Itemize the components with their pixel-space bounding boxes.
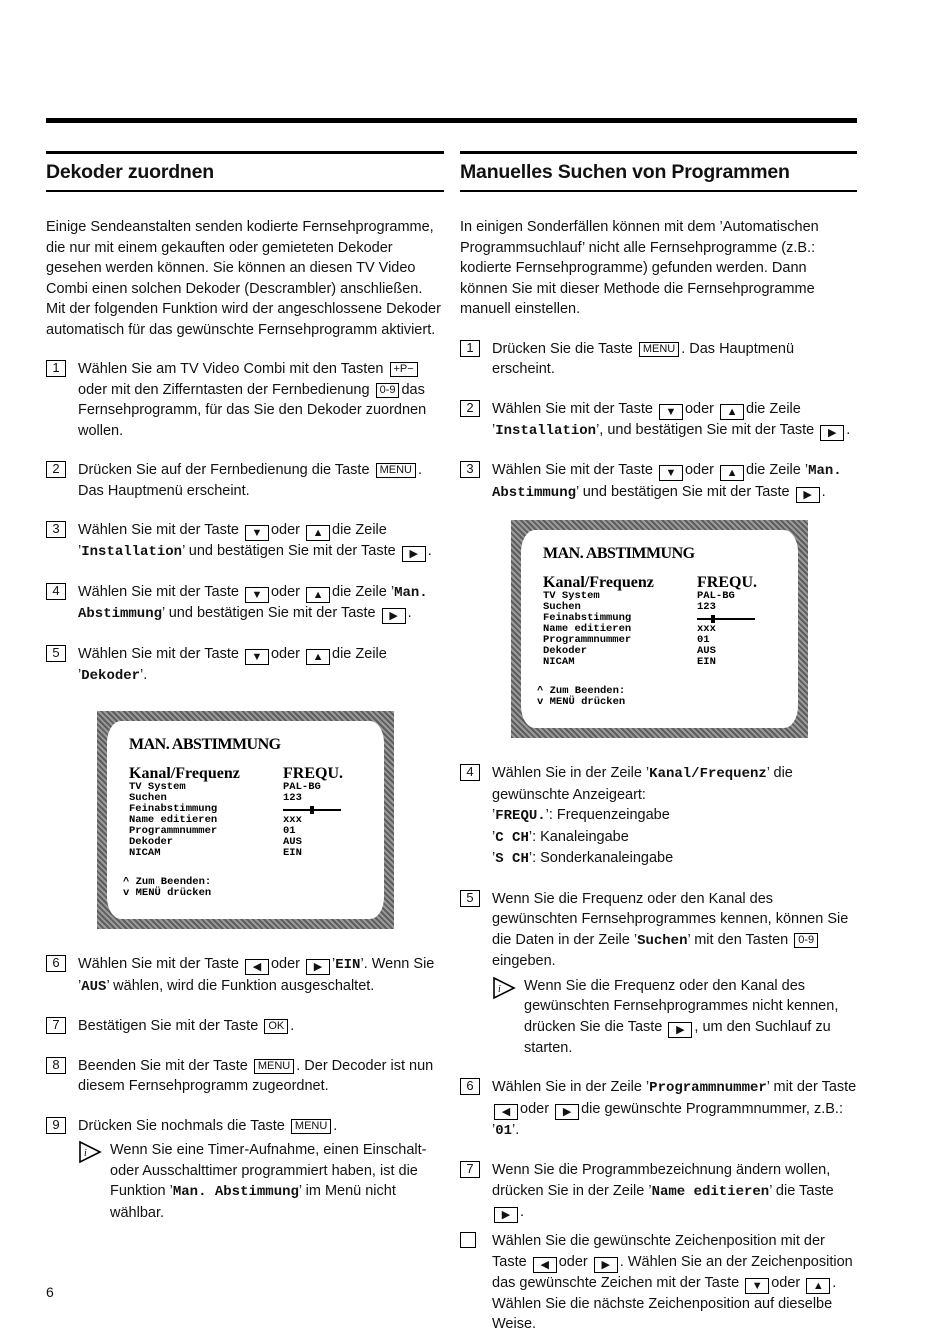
step-6: 6 Wählen Sie in der Zeile ’Programmnummer’ mit der Taste ◀ oder ▶ die gewünschte Programmnummer, z.B.: ’01’. bbox=[460, 1077, 857, 1141]
ok-key: OK bbox=[264, 1019, 288, 1034]
step-number: 7 bbox=[460, 1161, 480, 1178]
menu-key: MENU bbox=[376, 463, 416, 478]
step-number: 1 bbox=[46, 360, 66, 377]
left-column bbox=[46, 151, 444, 1223]
info-icon bbox=[78, 1140, 104, 1171]
step-number: 2 bbox=[46, 461, 66, 478]
step-number: 6 bbox=[46, 955, 66, 972]
step-1: 1 Drücken Sie die Taste MENU . Das Hauptmenü erscheint. bbox=[460, 339, 857, 380]
step-number: 3 bbox=[46, 521, 66, 538]
fine-tune-slider bbox=[697, 613, 755, 624]
down-arrow-key: ▼ bbox=[245, 525, 269, 541]
section-heading: Dekoder zuordnen bbox=[46, 151, 444, 192]
step-6: 6 Wählen Sie mit der Taste ◀ oder ▶ ’EIN’. Wenn Sie ’AUS’ wählen, wird die Funktion ausgeschaltet. bbox=[46, 954, 444, 997]
left-arrow-key: ◀ bbox=[494, 1104, 518, 1120]
svg-text:i: i bbox=[84, 1148, 87, 1159]
right-arrow-key: ▶ bbox=[555, 1104, 579, 1120]
menu-key: MENU bbox=[291, 1119, 331, 1134]
step-number: 6 bbox=[460, 1078, 480, 1095]
tv-menu-screen: MAN. ABSTIMMUNG Kanal/Frequenz FREQU. TV System PAL-BG Suchen 123 Feinabstimmung Name editieren xxx Programmnummer 01 Dekoder AUS NICAM EIN ^ Zum Beenden: v MENÜ drücken bbox=[97, 711, 394, 929]
down-arrow-key: ▼ bbox=[659, 465, 683, 481]
fine-tune-slider bbox=[283, 804, 341, 815]
down-arrow-key: ▼ bbox=[245, 649, 269, 665]
info-note: i Wenn Sie die Frequenz oder den Kanal des gewünschten Fernsehprogrammes nicht kennen, drücken Sie die Taste ▶ , um den Suchlauf zu starten. bbox=[492, 976, 857, 1059]
info-note: i Wenn Sie eine Timer-Aufnahme, einen Einschalt- oder Ausschalttimer programmiert haben, ist die Funktion ’Man. Abstimmung’ im Menü nicht wählbar. bbox=[78, 1140, 444, 1223]
step-number: 4 bbox=[460, 764, 480, 781]
step-number: 4 bbox=[46, 583, 66, 600]
svg-text:i: i bbox=[498, 983, 501, 995]
digit-key: 0-9 bbox=[794, 933, 818, 948]
step-3: 3 Wählen Sie mit der Taste ▼ oder ▲ die Zeile ’Installation’ und bestätigen Sie mit der Taste ▶ . bbox=[46, 520, 444, 563]
step-number: 7 bbox=[46, 1017, 66, 1034]
up-arrow-key: ▲ bbox=[720, 404, 744, 420]
menu-key: MENU bbox=[639, 342, 679, 357]
intro-text: Einige Sendeanstalten senden kodierte Fernsehprogramme, die nur mit einem gekauften oder gemieteten Dekoder gesehen werden können. Sie können an diesen TV Video Combi einen solchen Dekoder (Descrambler) anschließen. Mit der folgenden Funktion wird der angeschlossene Dekoder automatisch für das gewünschte Fernsehprogramm aktiviert. bbox=[46, 219, 441, 338]
step-2: 2 Wählen Sie mit der Taste ▼ oder ▲ die Zeile ’Installation’, und bestätigen Sie mit der Taste ▶ . bbox=[460, 399, 857, 442]
program-key: +P− bbox=[390, 362, 418, 377]
down-arrow-key: ▼ bbox=[245, 587, 269, 603]
up-arrow-key: ▲ bbox=[306, 525, 330, 541]
step-4: 4 Wählen Sie in der Zeile ’Kanal/Frequenz’ die gewünschte Anzeigeart: ’FREQU.’: Frequenzeingabe ’C CH’: Kanaleingabe ’S CH’: Sonderkanaleingabe bbox=[460, 763, 857, 870]
intro-text: In einigen Sonderfällen können mit dem ’Automatischen Programmsuchlauf’ nicht alle Fernsehprogramme (z.B.: kodierte Fernsehprogramme) gefunden werden. Dann können Sie mit dieser Methode die Fernsehprogramme manuell einstellen. bbox=[460, 219, 819, 317]
right-arrow-key: ▶ bbox=[402, 546, 426, 562]
page-number: 6 bbox=[46, 1284, 54, 1300]
down-arrow-key: ▼ bbox=[659, 404, 683, 420]
digit-key: 0-9 bbox=[376, 383, 400, 398]
right-arrow-key: ▶ bbox=[382, 608, 406, 624]
up-arrow-key: ▲ bbox=[806, 1278, 830, 1294]
up-arrow-key: ▲ bbox=[306, 587, 330, 603]
step-4: 4 Wählen Sie mit der Taste ▼ oder ▲ die Zeile ’Man. Abstimmung’ und bestätigen Sie mit der Taste ▶ . bbox=[46, 582, 444, 625]
step-checkbox bbox=[460, 1232, 476, 1248]
right-arrow-key: ▶ bbox=[668, 1022, 692, 1038]
up-arrow-key: ▲ bbox=[720, 465, 744, 481]
step-7: 7 Bestätigen Sie mit der Taste OK . bbox=[46, 1016, 444, 1037]
right-arrow-key: ▶ bbox=[820, 425, 844, 441]
tv-menu-screen: MAN. ABSTIMMUNG Kanal/Frequenz FREQU. TV System PAL-BG Suchen 123 Feinabstimmung Name editieren xxx Programmnummer 01 Dekoder AUS NICAM EIN ^ Zum Beenden: v MENÜ drücken bbox=[511, 520, 808, 738]
right-arrow-key: ▶ bbox=[306, 959, 330, 975]
step-number: 1 bbox=[460, 340, 480, 357]
step-sub: Wählen Sie die gewünschte Zeichenposition mit der Taste ◀ oder ▶ . Wählen Sie an der Zeichenposition das gewünschte Zeichen mit der Taste ▼ oder ▲ . Wählen Sie die nächste Zeichenposition auf dieselbe Weise. bbox=[460, 1231, 857, 1335]
right-arrow-key: ▶ bbox=[594, 1257, 618, 1273]
right-column bbox=[460, 151, 857, 1335]
up-arrow-key: ▲ bbox=[306, 649, 330, 665]
info-icon bbox=[492, 976, 518, 1007]
screen-title: MAN. ABSTIMMUNG bbox=[129, 736, 281, 753]
step-2: 2 Drücken Sie auf der Fernbedienung die Taste MENU . Das Hauptmenü erscheint. bbox=[46, 460, 444, 501]
step-9: 9 Drücken Sie nochmals die Taste MENU . bbox=[46, 1116, 444, 1137]
right-arrow-key: ▶ bbox=[796, 487, 820, 503]
down-arrow-key: ▼ bbox=[745, 1278, 769, 1294]
step-8: 8 Beenden Sie mit der Taste MENU . Der Decoder ist nun diesem Fernsehprogramm zugeordnet. bbox=[46, 1056, 444, 1097]
right-arrow-key: ▶ bbox=[494, 1207, 518, 1223]
step-3: 3 Wählen Sie mit der Taste ▼ oder ▲ die Zeile ’Man. Abstimmung’ und bestätigen Sie mit der Taste ▶ . bbox=[460, 460, 857, 503]
step-number: 5 bbox=[460, 890, 480, 907]
left-arrow-key: ◀ bbox=[245, 959, 269, 975]
step-number: 5 bbox=[46, 645, 66, 662]
screen-title: MAN. ABSTIMMUNG bbox=[543, 545, 695, 562]
section-heading: Manuelles Suchen von Programmen bbox=[460, 151, 857, 192]
step-5: 5 Wählen Sie mit der Taste ▼ oder ▲ die Zeile ’Dekoder’. bbox=[46, 644, 444, 687]
step-number: 3 bbox=[460, 461, 480, 478]
step-number: 8 bbox=[46, 1057, 66, 1074]
menu-key: MENU bbox=[254, 1059, 294, 1074]
top-rule bbox=[46, 118, 857, 123]
step-number: 2 bbox=[460, 400, 480, 417]
step-7: 7 Wenn Sie die Programmbezeichnung ändern wollen, drücken Sie in der Zeile ’Name editieren’ die Taste ▶ . bbox=[460, 1160, 857, 1223]
left-arrow-key: ◀ bbox=[533, 1257, 557, 1273]
step-1: 1 Wählen Sie am TV Video Combi mit den Tasten +P− oder mit den Zifferntasten der Fernbedienung 0-9 das Fernsehprogramm, für das Sie den Dekoder zuordnen wollen. bbox=[46, 359, 444, 441]
step-number: 9 bbox=[46, 1117, 66, 1134]
step-5: 5 Wenn Sie die Frequenz oder den Kanal des gewünschten Fernsehprogrammes kennen, können Sie die Daten in der Zeile ’Suchen’ mit den Tasten 0-9eingeben. bbox=[460, 889, 857, 972]
